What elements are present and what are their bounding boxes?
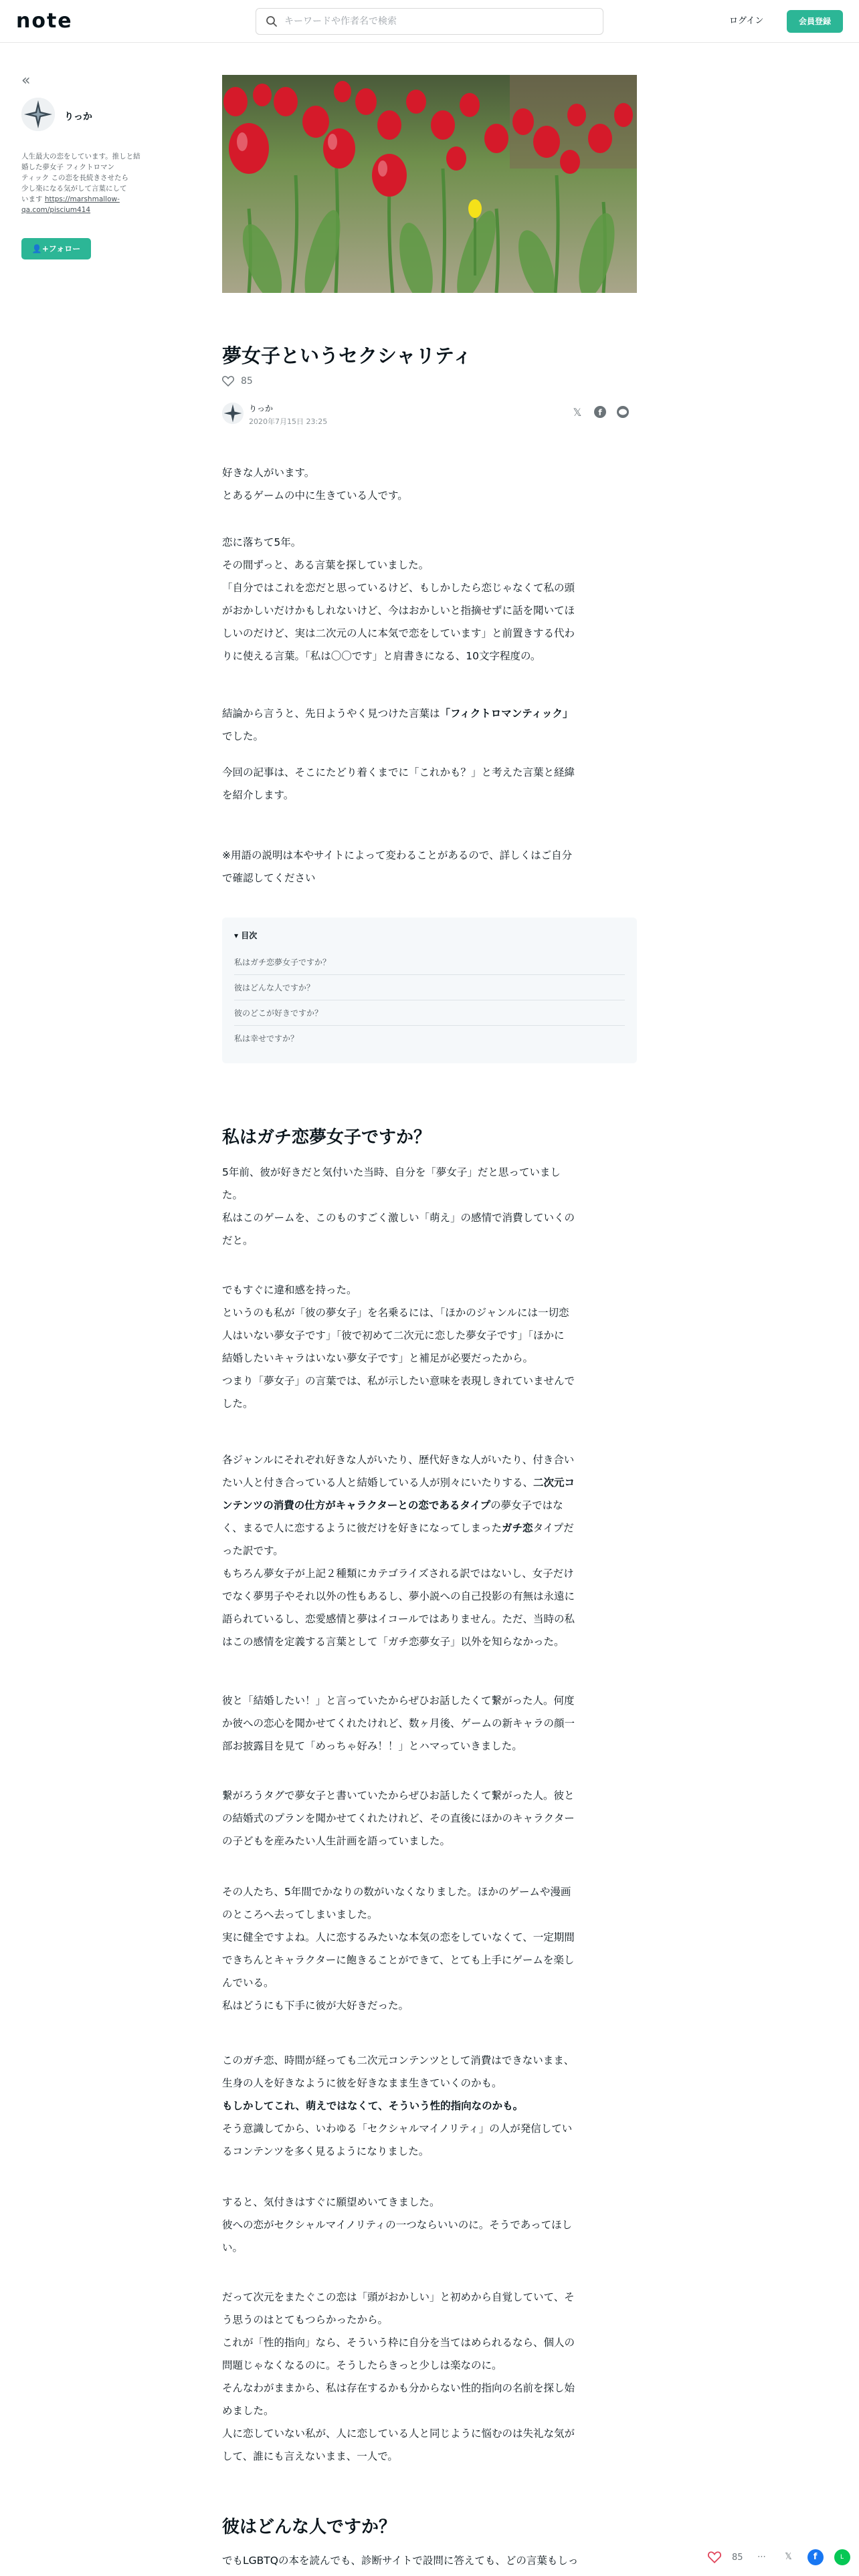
avatar-star-icon (222, 403, 244, 424)
toc-item[interactable]: 彼はどんな人ですか？ (234, 975, 625, 1000)
follow-label: フォロー (48, 244, 81, 253)
more-icon[interactable]: ⋯ (757, 2552, 767, 2562)
hero-image (222, 75, 637, 293)
line-share-icon[interactable] (615, 405, 630, 420)
paragraph: このガチ恋、時間が経っても二次元コンテンツとして消費はできないまま、 生身の人を好きなように彼を好きなまま生きていくのかも。 もしかしてこれ、萌えではなくて、そういう性的指向なのかも。 そう意識してから、いわゆる「セクシャルマイノリティ」の人が発信してい るコンテンツを多く見るようになりました。 (222, 2054, 575, 2157)
bottom-like-count: 85 (732, 2552, 743, 2563)
floating-action-bar (702, 2548, 856, 2567)
line-share-icon[interactable]: L (834, 2549, 850, 2565)
user-plus-icon: 👤+ (31, 244, 49, 253)
svg-text:f: f (598, 408, 602, 417)
toc-item[interactable]: 私は幸せですか？ (234, 1034, 299, 1043)
facebook-share-icon[interactable] (593, 405, 607, 420)
site-header (0, 0, 859, 43)
bio-line: 少し楽になる気がして言葉にして (21, 185, 127, 193)
author-name[interactable]: りっか (64, 112, 92, 122)
paragraph: その人たち、5年間でかなりの数がいなくなりました。ほかのゲームや漫画 のところへ去ってしまいました。 実に健全ですよね。人に恋するみたいな本気の恋をしていなくて、一定期間 できちんとキャラクターに飽きることができて、とても上手にゲームを楽し んでいる。 私はどうにも下手に彼が大好きだった。 (222, 1886, 575, 2012)
heart-icon[interactable] (708, 2551, 721, 2563)
x-share-icon[interactable]: 𝕏 (573, 406, 582, 419)
collapse-sidebar-icon[interactable]: « (21, 72, 31, 89)
note-logo[interactable]: note (16, 9, 73, 33)
paragraph: だって次元をまたぐこの恋は「頭がおかしい」と初めから自覚していて、そ う思うのはとてもつらかったから。 これが「性的指向」なら、そういう枠に自分を当てはめられるなら、個人の 問題じゃなくなるのに。そうしたらきっと少しは楽なのに。 そんなわがままから、私は存在するかも分からない性的指向の名前を探し始 めました。 人に恋していない私が、人に恋している人と同じように悩むのは失礼な気が して、誰にも言えないまま、一人で。 (222, 2291, 575, 2462)
byline-author[interactable]: りっか (249, 404, 274, 413)
paragraph: でもすぐに違和感を持った。 というのも私が「彼の夢女子」を名乗るには、「ほかのジャンルには一切恋 人はいない夢女子です」「彼で初めて二次元に恋した夢女子です」「ほかに 結婚したいキャラはいない夢女子です」と補足が必要だったから。 つまり「夢女子」の言葉では、私が示したい意味を表現しきれていませんで した。 (222, 1284, 575, 1410)
bio-line: 人生最大の恋をしています。推しと結婚した夢女子 フィクトロマン (21, 152, 140, 171)
byline-avatar[interactable] (222, 403, 244, 424)
table-of-contents (222, 918, 637, 1063)
section-heading: 彼はどんな人ですか？ (222, 2517, 397, 2537)
bio-line: ティック この恋を長続きさせたら (21, 174, 128, 182)
like-count-value: 85 (241, 376, 253, 387)
paragraph: 各ジャンルにそれぞれ好きな人がいたり、歴代好きな人がいたり、付き合い たい人と付き合っている人と結婚している人が別々にいたりする、二次元コ ンテンツの消費の仕方がキャラクターとの恋であるタイプの夢女子ではな く、まるで人に恋するように彼だけを好きになってしまったガチ恋タイプだ った訳です。 もちろん夢女子が上記２種類にカテゴライズされる訳ではないし、女子だけ でなく夢男子やそれ以外の性もあるし、夢小説への自己投影の有無は永遠に 語られているし、恋愛感情と夢はイコールではありません。ただ、当時の私 はこの感情を定義する言葉として「ガチ恋夢女子」以外を知らなかった。 (222, 1454, 575, 1648)
paragraph: すると、気付きはすぐに願望めいてきました。 彼への恋がセクシャルマイノリティの一つならいいのに。そうであってほし い。 (222, 2196, 573, 2254)
login-link[interactable]: ログイン (729, 16, 764, 26)
paragraph: 5年前、彼が好きだと気付いた当時、自分を「夢女子」だと思っていまし た。 私はこのゲームを、このものすごく激しい「萌え」の感情で消費していくの だと。 (222, 1166, 575, 1247)
bio-line: います (21, 195, 43, 203)
paragraph: 結論から言うと、先日ようやく見つけた言葉は「フィクトロマンティック」 でした。 (222, 708, 573, 742)
author-bio (21, 151, 147, 215)
section-heading: 私はガチ恋夢女子ですか？ (222, 1128, 432, 1148)
search-icon (266, 15, 278, 27)
toc-item[interactable]: 彼のどこが好きですか？ (234, 1000, 625, 1026)
tulip-photo (222, 75, 637, 293)
heart-icon[interactable] (222, 376, 234, 387)
toc-item[interactable]: 私はガチ恋夢女子ですか？ (234, 950, 625, 975)
paragraph: でもLGBTQの本を読んでも、診断サイトで設問に答えても、どの言葉もしっ (222, 2555, 579, 2567)
avatar-star-icon (21, 98, 55, 131)
facebook-share-icon[interactable]: f (807, 2549, 824, 2565)
follow-button[interactable] (21, 238, 91, 259)
signup-button[interactable]: 会員登録 (787, 10, 843, 33)
paragraph: 今回の記事は、そこにたどり着くまでに「これかも？」と考えた言葉と経緯 を紹介します。 (222, 766, 575, 801)
bio-link[interactable]: https://marshmallow-qa.com/piscium414 (21, 195, 120, 214)
paragraph: 恋に落ちて5年。 その間ずっと、ある言葉を探していました。 「自分ではこれを恋だと思っているけど、もしかしたら恋じゃなくて私の頭 がおかしいだけかもしれないけど、今はおかしいと指摘せずに話を聞いてほ しいのだけど、実は二次元の人に本気で恋をしています」と前置きする代わ りに使える言葉。「私は〇〇です」と肩書きになる、10文字程度の。 (222, 536, 575, 662)
x-share-icon[interactable]: 𝕏 (785, 2552, 792, 2562)
paragraph: 彼と「結婚したい！」と言っていたからぜひお話したくて繋がった人。何度 か彼への恋心を聞かせてくれたけれど、数ヶ月後、ゲームの新キャラの顔一 部お披露目を見て「めっちゃ好み！！」とハマっていきました。 (222, 1695, 575, 1752)
paragraph: 繋がろうタグで夢女子と書いていたからぜひお話したくて繋がった人。彼と の結婚式のプランを聞かせてくれたけれど、その直後にほかのキャラクター の子どもを産みたい人生計画を語っていました。 (222, 1790, 575, 1847)
paragraph: ※用語の説明は本やサイトによって変わることがあるので、詳しくはご自分 で確認してください (222, 849, 573, 884)
search-box[interactable] (256, 8, 603, 35)
like-count[interactable] (222, 376, 253, 387)
avatar[interactable] (21, 98, 55, 131)
article-title: 夢女子というセクシャリティ (222, 344, 472, 367)
paragraph: 好きな人がいます。 とあるゲームの中に生きている人です。 (222, 467, 408, 502)
publish-date: 2020年7月15日 23:25 (249, 417, 328, 426)
toc-heading[interactable]: ▾ 目次 (234, 931, 258, 940)
search-input[interactable] (284, 9, 592, 34)
